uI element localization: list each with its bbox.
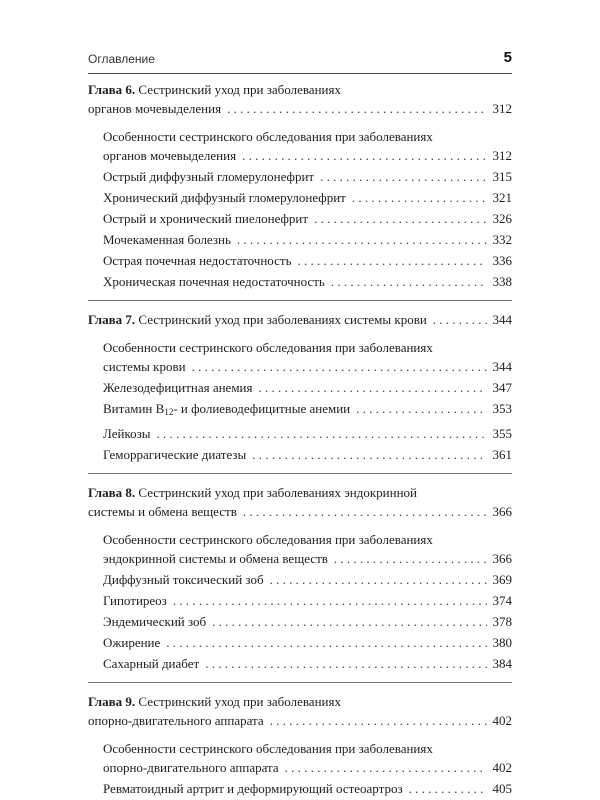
- toc-section-list: [88, 739, 512, 798]
- toc-entry-line-text: [103, 251, 292, 270]
- entry-text-part: - и фолиеводефицитные анемии: [173, 401, 351, 416]
- toc-entry-line-text: [103, 272, 325, 291]
- dot-leader: [270, 570, 487, 589]
- chapter-title: Сестринский уход при заболеваниях эндокринной: [138, 485, 418, 500]
- toc-entry-title-cont: Лейкозы: [103, 426, 151, 441]
- toc-entry-line-text: [103, 399, 350, 422]
- toc-entry-title-cont: Острая почечная недостаточность: [103, 253, 292, 268]
- dot-leader: [192, 357, 487, 376]
- chapter-separator: [88, 300, 512, 301]
- dot-leader: [227, 99, 486, 118]
- toc-entry-title-cont: органов мочевыделения: [103, 148, 237, 163]
- toc-entry-line: [103, 612, 512, 631]
- chapter-heading-entry-text: [88, 711, 264, 730]
- toc-entry-line: [103, 591, 512, 610]
- toc-entry[interactable]: [103, 188, 512, 207]
- toc-entry-line: [103, 146, 512, 165]
- toc-entry-line: [103, 357, 512, 376]
- dot-leader: [298, 251, 487, 270]
- toc-entry-line-text: [103, 779, 403, 798]
- toc-entry-line-text: [103, 570, 264, 589]
- toc-page-number: 355: [492, 426, 512, 441]
- toc-chapter: [88, 80, 512, 291]
- toc-chapter-heading[interactable]: [88, 483, 512, 521]
- toc-page-number: 366: [492, 504, 512, 519]
- toc-entry-line: [103, 654, 512, 673]
- toc-entry[interactable]: [103, 570, 512, 589]
- toc-entry[interactable]: [103, 127, 512, 165]
- toc-entry-line: [103, 549, 512, 568]
- toc-entry-title-cont: Эндемический зоб: [103, 614, 207, 629]
- toc-entry[interactable]: [103, 251, 512, 270]
- chapter-heading-line: [88, 692, 512, 711]
- dot-leader: [320, 167, 486, 186]
- chapter-heading-entry: [88, 310, 512, 329]
- toc-entry[interactable]: [103, 633, 512, 652]
- toc-entry-line: [103, 570, 512, 589]
- chapter-title: Сестринский уход при заболеваниях: [138, 82, 341, 97]
- dot-leader: [237, 230, 487, 249]
- chapter-title: Сестринский уход при заболеваниях системы крови: [138, 312, 427, 327]
- toc-entry-line: [103, 758, 512, 777]
- toc-entry[interactable]: [103, 167, 512, 186]
- toc-entry-title-cont: Хронический диффузный гломерулонефрит: [103, 190, 346, 205]
- toc-entry-title-cont: эндокринной системы и обмена веществ: [103, 551, 328, 566]
- chapter-heading-line: [88, 80, 512, 99]
- toc-page-number: 321: [492, 190, 512, 205]
- toc-page-number: 366: [492, 551, 512, 566]
- chapter-heading-entry: [88, 502, 512, 521]
- toc-entry-title-cont: Острый и хронический пиелонефрит: [103, 211, 309, 226]
- toc-entry-line: [103, 424, 512, 443]
- toc-page-number: 312: [492, 148, 512, 163]
- toc-entry-title-cont: Острый диффузный гломерулонефрит: [103, 169, 315, 184]
- toc-page-number: 402: [492, 760, 512, 775]
- chapter-separator: [88, 682, 512, 683]
- dot-leader: [314, 209, 486, 228]
- toc-chapter: [88, 483, 512, 673]
- toc-page-number: 344: [492, 359, 512, 374]
- toc-entry-title-cont: Железодефицитная анемия: [103, 380, 253, 395]
- dot-leader: [156, 424, 486, 443]
- dot-leader: [259, 378, 487, 397]
- toc-entry-title-cont: Геморрагические диатезы: [103, 447, 247, 462]
- toc-entry-title-cont: Мочекаменная болезнь: [103, 232, 231, 247]
- dot-leader: [243, 502, 487, 521]
- dot-leader: [270, 711, 487, 730]
- toc-page-number: 336: [492, 253, 512, 268]
- toc-entry[interactable]: [103, 338, 512, 376]
- chapter-label: Глава 6.: [88, 82, 136, 97]
- chapter-label: Глава 7.: [88, 312, 136, 327]
- toc-entry-title: Особенности сестринского обследования при заболеваниях: [103, 340, 433, 355]
- dot-leader: [331, 272, 487, 291]
- toc-page-number: 380: [492, 635, 512, 650]
- toc-entry-line: [103, 251, 512, 270]
- toc-entry-line: [103, 167, 512, 186]
- dot-leader: [409, 779, 487, 798]
- chapter-heading-entry: [88, 99, 512, 118]
- toc-entry[interactable]: [103, 530, 512, 568]
- toc-page-number: 315: [492, 169, 512, 184]
- toc-chapter-heading[interactable]: [88, 80, 512, 118]
- dot-leader: [285, 758, 487, 777]
- toc-entry-line: [103, 399, 512, 422]
- dot-leader: [352, 188, 487, 207]
- dot-leader: [433, 310, 487, 329]
- toc-entry-line-text: [103, 654, 199, 673]
- dot-leader: [212, 612, 486, 631]
- chapter-label: Глава 8.: [88, 485, 136, 500]
- toc-entry-title: Особенности сестринского обследования при заболеваниях: [103, 532, 433, 547]
- toc-entry-line-text: [103, 357, 186, 376]
- toc-entry-line: [103, 779, 512, 798]
- toc-page-number: 374: [492, 593, 512, 608]
- toc-entry-line: [103, 272, 512, 291]
- chapter-heading-line: [88, 483, 512, 502]
- toc-entry-line: [103, 209, 512, 228]
- entry-subscript: 12: [164, 407, 174, 417]
- toc-page-number: 338: [492, 274, 512, 289]
- dot-leader: [334, 549, 487, 568]
- toc-entry[interactable]: [103, 272, 512, 291]
- toc-entry-line-text: [103, 146, 236, 165]
- toc-entry[interactable]: [103, 591, 512, 610]
- toc-entry[interactable]: [103, 612, 512, 631]
- toc-entry-line-text: [103, 230, 231, 249]
- toc-page-number: 353: [492, 401, 512, 416]
- page-number: 5: [503, 49, 512, 66]
- toc-entry-title-cont: Ревматоидный артрит и деформирующий остеоартроз: [103, 781, 403, 796]
- toc-entry-title-cont: Ожирение: [103, 635, 161, 650]
- toc-page-number: 405: [492, 781, 512, 796]
- running-header-title: Оглавление: [88, 52, 155, 66]
- chapter-heading-entry-text: [88, 310, 427, 329]
- toc-page-number: 326: [492, 211, 512, 226]
- toc-entry-line: [103, 230, 512, 249]
- chapter-title-cont: органов мочевыделения: [88, 101, 222, 116]
- toc-entry-title-cont: Сахарный диабет: [103, 656, 200, 671]
- entry-text-part: Витамин B: [103, 401, 165, 416]
- toc-entry-line-text: [103, 209, 308, 228]
- toc-entry-line: [103, 633, 512, 652]
- toc-entry-line-text: [103, 591, 167, 610]
- chapter-heading-entry: [88, 711, 512, 730]
- toc-entry-line-text: [103, 758, 279, 777]
- table-of-contents: [88, 80, 512, 800]
- dot-leader: [252, 445, 486, 464]
- dot-leader: [242, 146, 486, 165]
- toc-chapter-heading[interactable]: [88, 692, 512, 730]
- toc-section-list: [88, 530, 512, 673]
- toc-entry[interactable]: [103, 378, 512, 397]
- toc-entry-line-text: [103, 633, 160, 652]
- chapter-title-cont: системы и обмена веществ: [88, 504, 237, 519]
- running-header: [88, 50, 512, 72]
- toc-section-list: [88, 338, 512, 464]
- toc-entry-line: [103, 445, 512, 464]
- toc-entry-line-text: [103, 378, 253, 397]
- toc-entry[interactable]: [103, 399, 512, 422]
- toc-entry[interactable]: [103, 445, 512, 464]
- toc-entry-title: Особенности сестринского обследования при заболеваниях: [103, 741, 433, 756]
- toc-page-number: 312: [492, 101, 512, 116]
- toc-page-number: 369: [492, 572, 512, 587]
- chapter-label: Глава 9.: [88, 694, 136, 709]
- toc-page-number: 332: [492, 232, 512, 247]
- dot-leader: [166, 633, 486, 652]
- toc-entry-title-cont: системы крови: [103, 359, 186, 374]
- toc-section-list: [88, 127, 512, 291]
- toc-entry-line: [103, 378, 512, 397]
- toc-entry[interactable]: [103, 209, 512, 228]
- toc-entry[interactable]: [103, 779, 512, 798]
- toc-entry-line-text: [103, 167, 314, 186]
- toc-entry-title-cont: Хроническая почечная недостаточность: [103, 274, 325, 289]
- toc-entry-title-cont: опорно-двигательного аппарата: [103, 760, 279, 775]
- toc-entry-line: [103, 188, 512, 207]
- toc-entry[interactable]: [103, 424, 512, 443]
- toc-entry-line-text: [103, 445, 246, 464]
- toc-entry-title-cont: Гипотиреоз: [103, 593, 167, 608]
- chapter-title: Сестринский уход при заболеваниях: [138, 694, 341, 709]
- dot-leader: [205, 654, 486, 673]
- dot-leader: [173, 591, 487, 610]
- toc-chapter: [88, 310, 512, 464]
- toc-page-number: 378: [492, 614, 512, 629]
- chapter-heading-entry-text: [88, 99, 221, 118]
- toc-page-number: 384: [492, 656, 512, 671]
- toc-chapter-heading[interactable]: [88, 310, 512, 329]
- toc-entry[interactable]: [103, 654, 512, 673]
- toc-entry[interactable]: [103, 230, 512, 249]
- chapter-separator: [88, 473, 512, 474]
- header-rule: [88, 73, 512, 74]
- chapter-title-cont: опорно-двигательного аппарата: [88, 713, 264, 728]
- toc-entry-line-text: [103, 612, 206, 631]
- toc-page-number: 347: [492, 380, 512, 395]
- toc-entry-title-cont: Диффузный токсический зоб: [103, 572, 264, 587]
- toc-entry-line-text: [103, 424, 150, 443]
- chapter-heading-entry-text: [88, 502, 237, 521]
- toc-entry-line-text: [103, 549, 328, 568]
- toc-page-number: 402: [492, 713, 512, 728]
- toc-entry[interactable]: [103, 739, 512, 777]
- toc-chapter: [88, 692, 512, 798]
- toc-page-number: 361: [492, 447, 512, 462]
- toc-entry-title: Особенности сестринского обследования при заболеваниях: [103, 129, 433, 144]
- dot-leader: [356, 399, 486, 418]
- toc-page-number: 344: [492, 312, 512, 327]
- toc-entry-line-text: [103, 188, 346, 207]
